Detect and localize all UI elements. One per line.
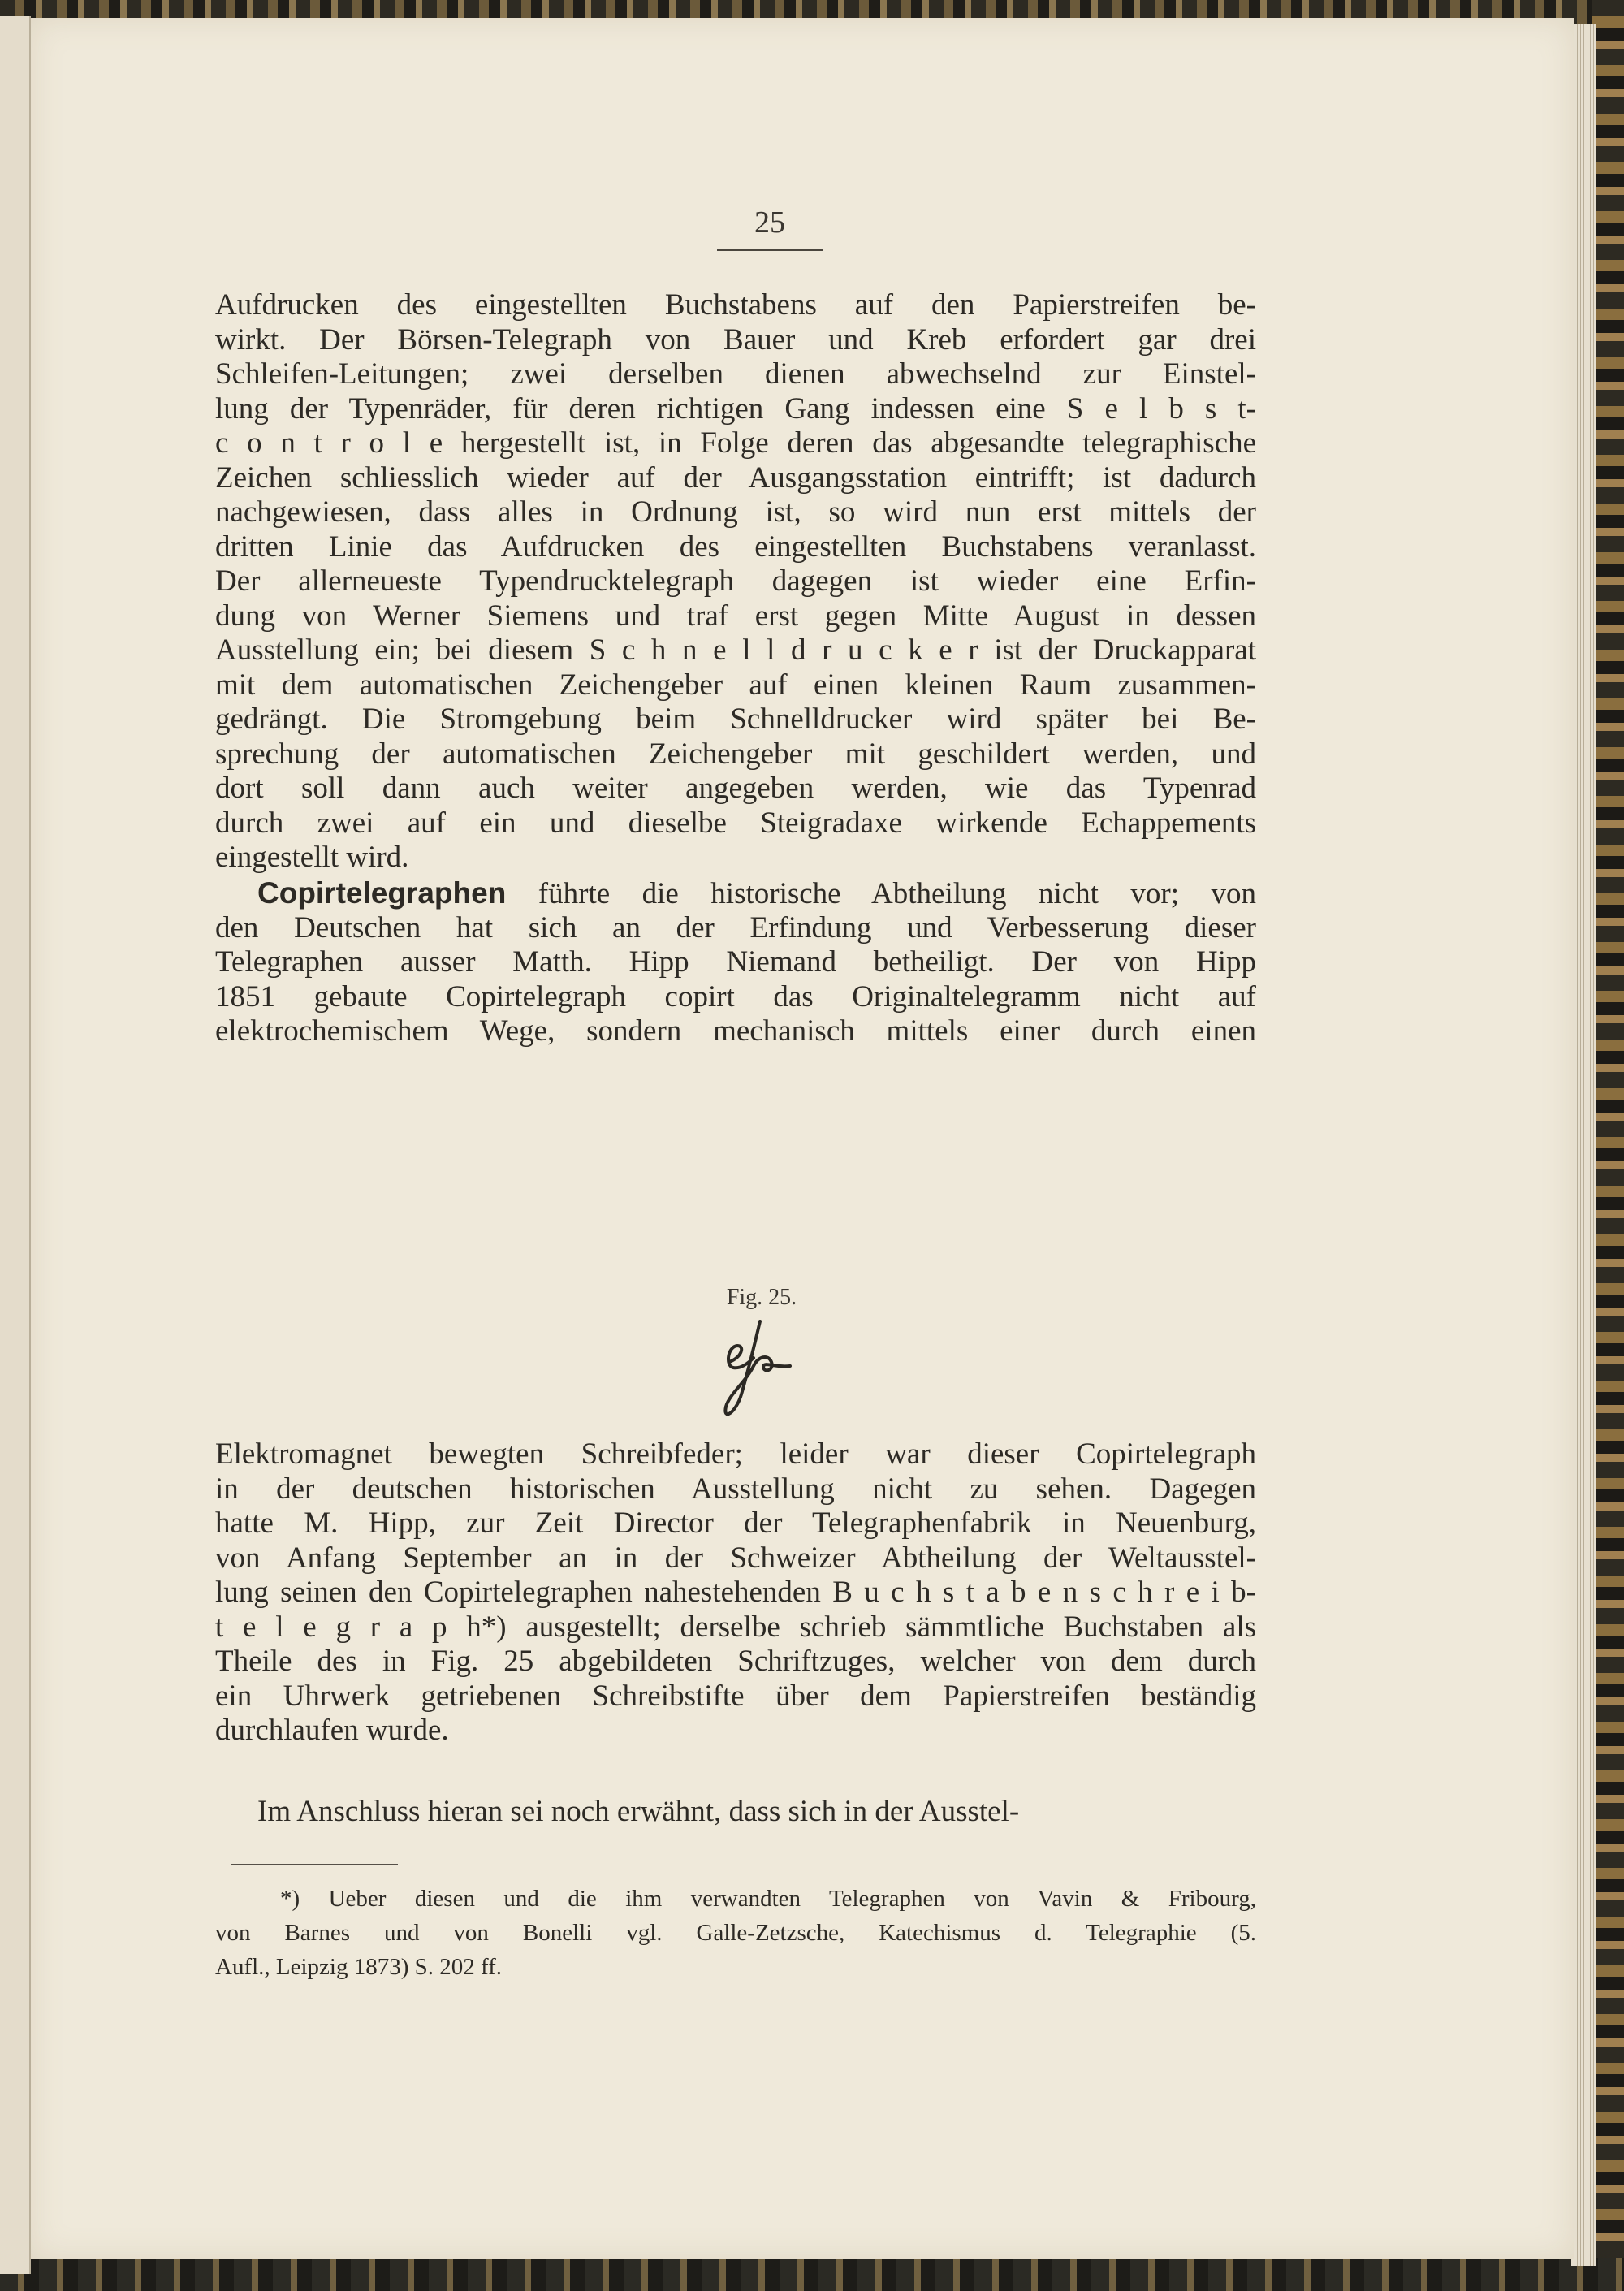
figure-caption: Fig. 25. — [726, 1285, 797, 1310]
text-line: sprechung der automatischen Zeichengeber mit geschildert werden, und — [215, 737, 1256, 771]
text-line: gedrängt. Die Stromgebung beim Schnelldrucker wird später bei Be- — [215, 702, 1256, 736]
page-stack-edge — [1571, 24, 1596, 2266]
page-number: 25 — [754, 205, 785, 240]
text-line: den Deutschen hat sich an der Erfindung und Verbesserung dieser — [215, 910, 1256, 944]
paragraph-4 — [215, 1795, 1256, 1830]
text-line: Telegraphen ausser Matth. Hipp Niemand betheiligt. Der von Hipp — [215, 945, 1256, 979]
text-line: dritten Linie das Aufdrucken des eingestellten Buchstabens veranlasst. — [215, 530, 1256, 564]
text-line: lung der Typenräder, für deren richtigen Gang indessen eine S e l b s t- — [215, 391, 1256, 426]
footnote-line: *) Ueber diesen und die ihm verwandten Telegraphen von Vavin & Fribourg, — [280, 1886, 1256, 1912]
paragraph-copirtelegraphen — [215, 876, 1256, 1049]
text-line: eingestellt wird. — [215, 841, 409, 874]
text-line: 1851 gebaute Copirtelegraph copirt das Originaltelegramm nicht auf — [215, 979, 1256, 1014]
text-line: mit dem automatischen Zeichengeber auf einen kleinen Raum zusammen- — [215, 668, 1256, 702]
text-line: lung seinen den Copirtelegraphen nahestehenden B u c h s t a b e n s c h r e i b- — [215, 1576, 1256, 1609]
text-line: Aufdrucken des eingestellten Buchstabens auf den Papierstreifen be- — [215, 288, 1256, 322]
paragraph-3 — [215, 1437, 1256, 1749]
footnote-rule — [231, 1864, 398, 1865]
text-line: elektrochemischem Wege, sondern mechanisch mittels einer durch einen — [215, 1014, 1256, 1048]
scan-background-bottom — [0, 2258, 1624, 2291]
text-line: Ausstellung ein; bei diesem S c h n e l l d r u c k e r ist der Druckapparat — [215, 633, 1256, 667]
footnote-line: von Barnes und von Bonelli vgl. Galle-Zetzsche, Katechismus d. Telegraphie (5. — [215, 1920, 1256, 1946]
text-line: Elektromagnet bewegten Schreibfeder; leider war dieser Copirtelegraph — [215, 1437, 1256, 1471]
text-line: c o n t r o l e hergestellt ist, in Folge deren das abgesandte telegraphische — [215, 426, 1256, 460]
text-line: t e l e g r a p h*) ausgestellt; derselbe schrieb sämmtliche Buchstaben als — [215, 1610, 1256, 1644]
text-line: Der allerneueste Typendrucktelegraph dagegen ist wieder eine Erfin- — [215, 564, 1256, 598]
text-line: von Anfang September an in der Schweizer Abtheilung der Weltausstel- — [215, 1541, 1256, 1575]
paragraph-1 — [215, 288, 1256, 875]
text-line: dort soll dann auch weiter angegeben werden, wie das Typenrad — [215, 772, 1256, 805]
text-line: durch zwei auf ein und dieselbe Steigradaxe wirkende Echappements — [215, 806, 1256, 840]
lead-term: Copirtelegraphen — [257, 876, 507, 910]
text-line: durchlaufen wurde. — [215, 1714, 449, 1747]
text-line: Im Anschluss hieran sei noch erwähnt, dass sich in der Ausstel- — [257, 1795, 1020, 1828]
footnote-line: Aufl., Leipzig 1873) S. 202 ff. — [215, 1954, 503, 1980]
text-line: Theile des in Fig. 25 abgebildeten Schriftzuges, welcher von dem durch — [215, 1645, 1256, 1678]
text-line: Schleifen-Leitungen; zwei derselben dienen abwechselnd zur Einstel- — [215, 357, 1256, 391]
text-run: führte die historische Abtheilung nicht vor; von — [506, 877, 1256, 910]
previous-page-edge — [0, 16, 31, 2274]
text-line: nachgewiesen, dass alles in Ordnung ist, so wird nun erst mittels der — [215, 495, 1256, 529]
page-number-rule — [717, 249, 823, 251]
scan-background-right — [1592, 0, 1624, 2291]
figure-25-handwriting — [705, 1317, 818, 1423]
text-line: ein Uhrwerk getriebenen Schreibstifte über dem Papierstreifen beständig — [215, 1679, 1256, 1713]
text-line: hatte M. Hipp, zur Zeit Director der Telegraphenfabrik in Neuenburg, — [215, 1506, 1256, 1540]
footnote — [215, 1882, 1256, 1984]
text-line: dung von Werner Siemens und traf erst gegen Mitte August in dessen — [215, 599, 1256, 633]
text-line: in der deutschen historischen Ausstellung nicht zu sehen. Dagegen — [215, 1472, 1256, 1506]
text-line: wirkt. Der Börsen-Telegraph von Bauer und Kreb erfordert gar drei — [215, 322, 1256, 357]
text-line: Zeichen schliesslich wieder auf der Ausgangsstation eintrifft; ist dadurch — [215, 460, 1256, 495]
book-page — [31, 18, 1574, 2259]
text-line — [215, 876, 1256, 911]
